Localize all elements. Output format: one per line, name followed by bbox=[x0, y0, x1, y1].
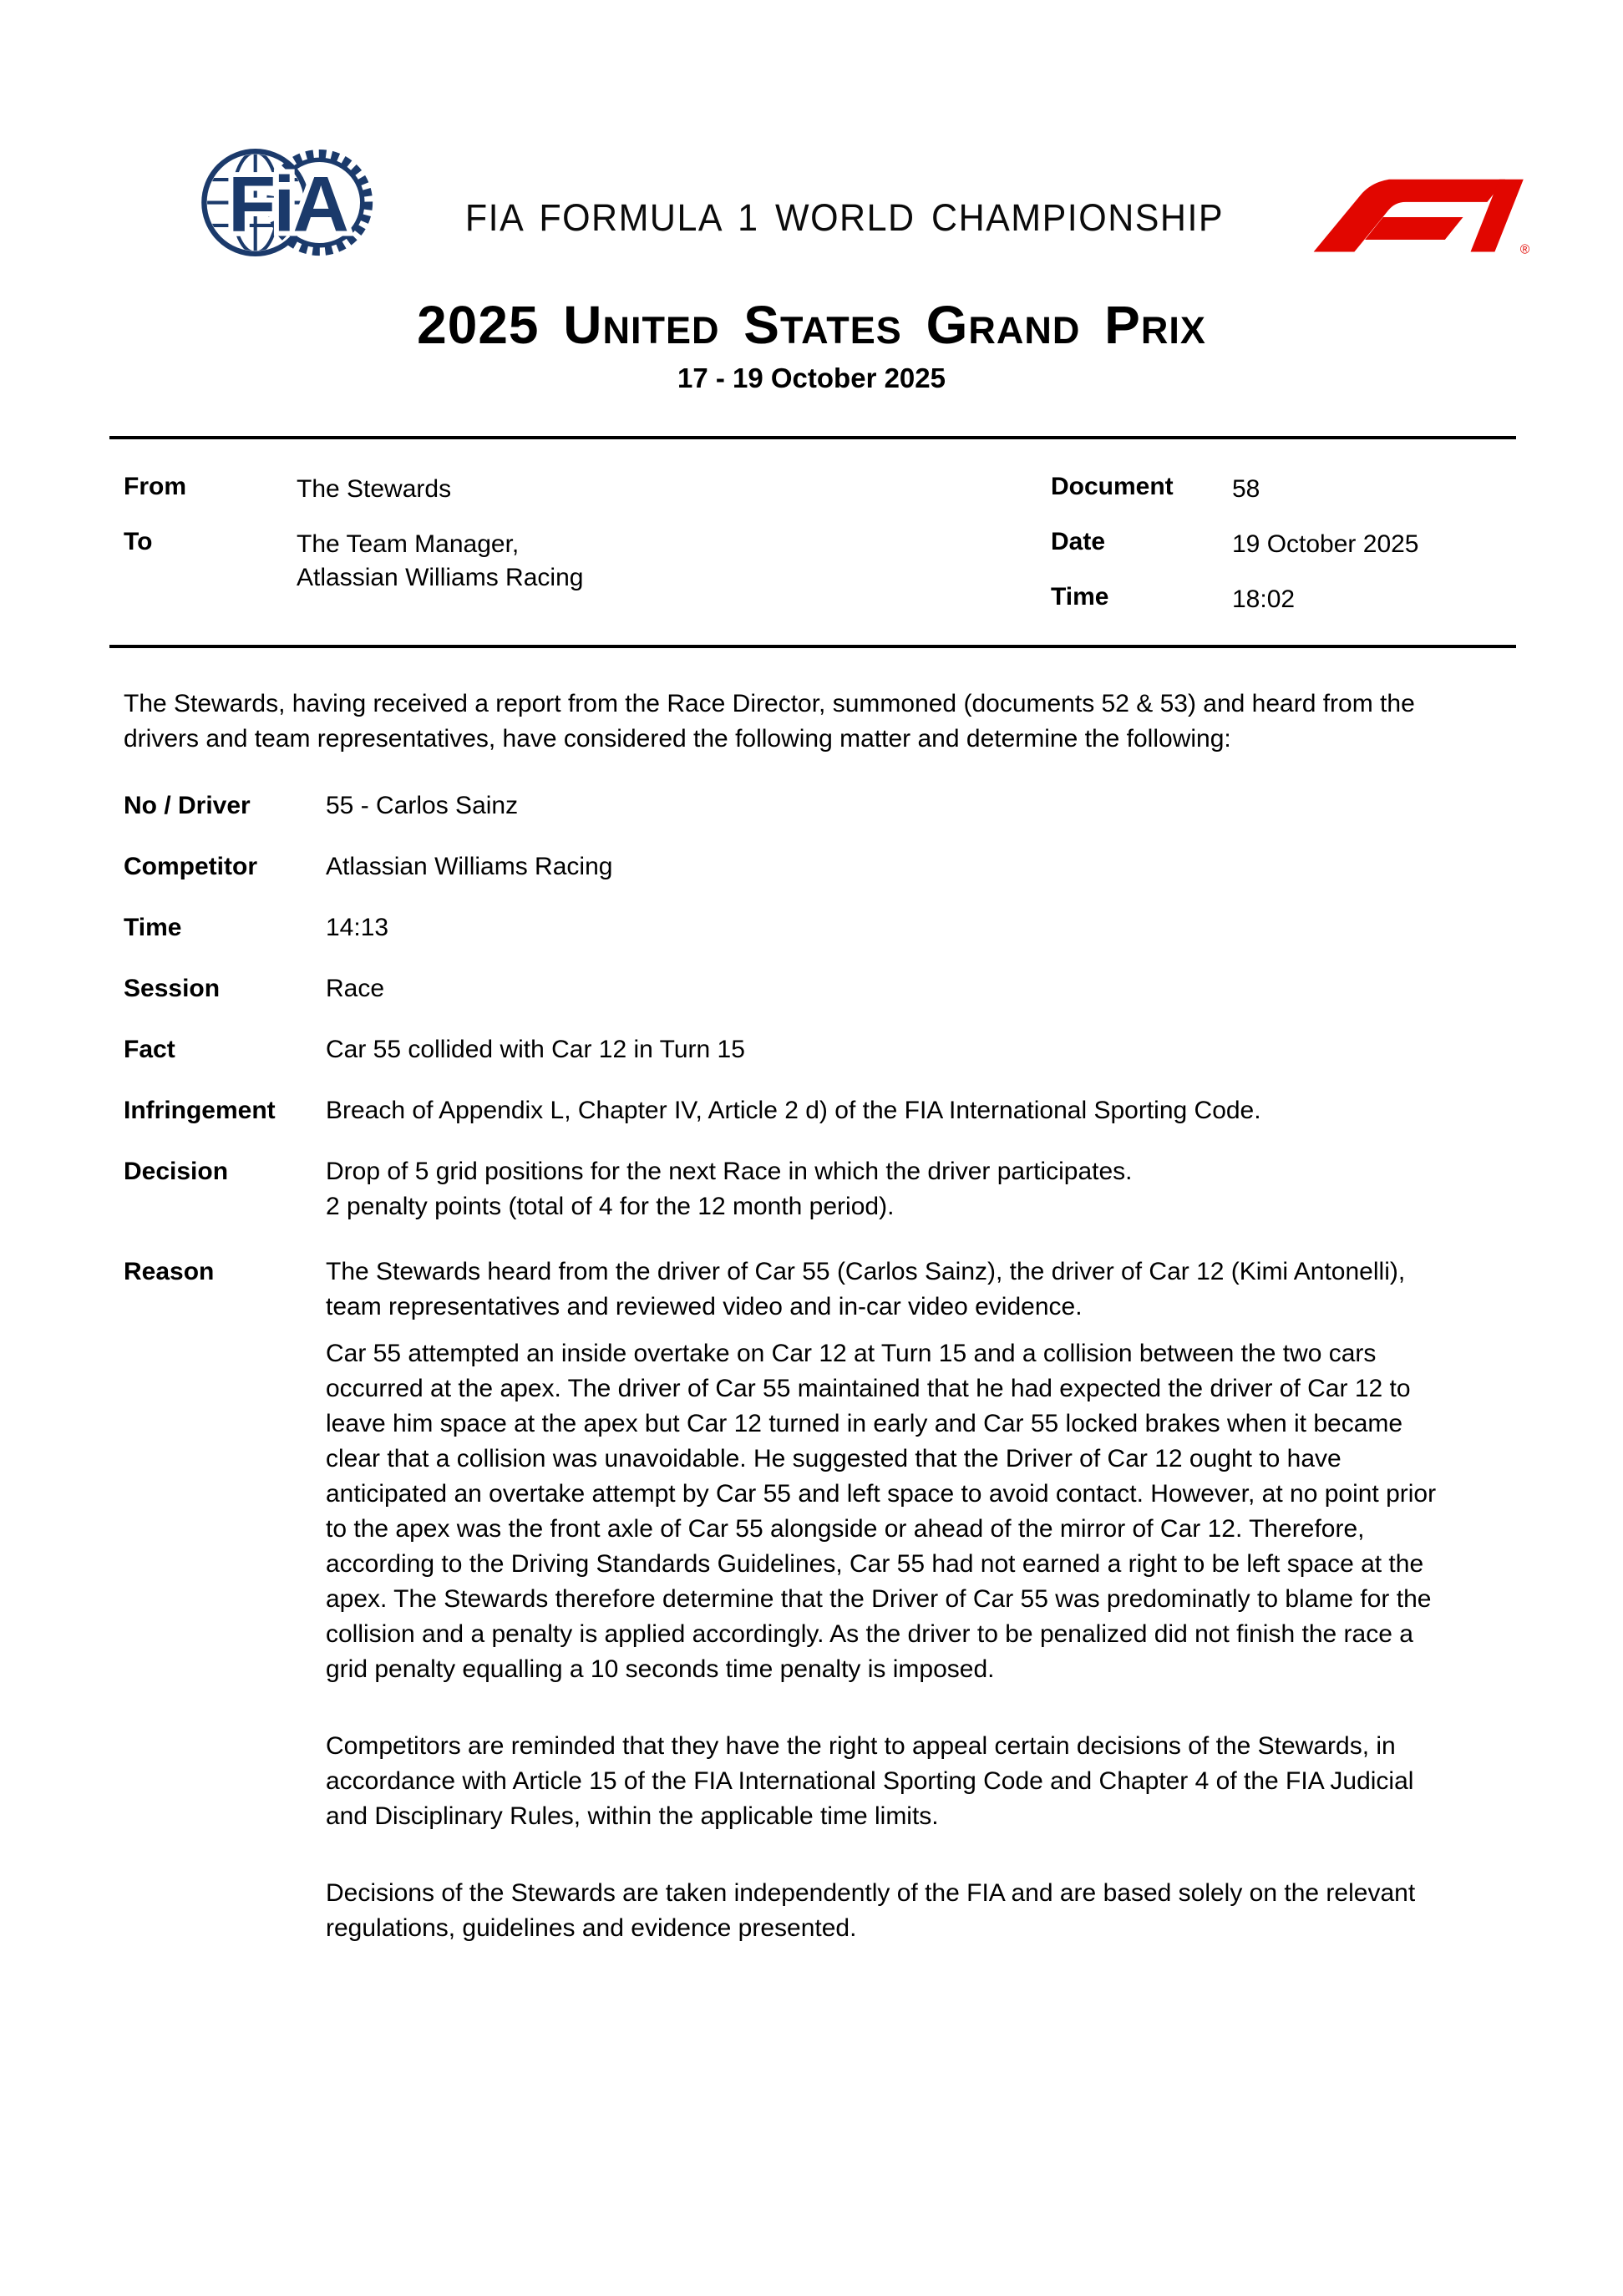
f1-logo bbox=[1311, 158, 1529, 260]
reason-paragraph-2: Car 55 attempted an inside overtake on Car 12 at Turn 15 and a collision between the two cars occurred at the apex. The driver of Car 55 maintained that he had expected the driver of Car 12 to leave him space at the apex but Car 12 turned in early and Car 55 locked brakes when it became clear that a collision was unavoidable. He suggested that the Driver of Car 12 ought to have anticipated an overtake attempt by Car 55 and left space to avoid contact. However, at no point prior to the apex was the front axle of Car 55 alongside or ahead of the mirror of Car 12. Therefore, according to the Driving Standards Guidelines, Car 55 had not earned a right to be left space at the apex. The Stewards therefore determine that the Driver of Car 55 was predominatly to blame for the collision and a penalty is applied accordingly. As the driver to be penalized did not finish the race a grid penalty equalling a 10 seconds time penalty is imposed. bbox=[326, 1340, 1437, 1683]
meta-row-to bbox=[124, 528, 1051, 595]
decision-fields bbox=[124, 788, 1623, 1946]
row-no-driver bbox=[124, 788, 1623, 824]
infringement-label: Infringement bbox=[124, 1097, 276, 1124]
from-label: From bbox=[124, 473, 186, 500]
meta-row-date bbox=[1051, 528, 1419, 561]
intro-paragraph: The Stewards, having received a report from the Race Director, summoned (documents 52 & 53) and heard from the drivers and team representatives, have considered the following matter and determine the following: bbox=[124, 690, 1415, 753]
to-value bbox=[297, 528, 583, 595]
title-block bbox=[0, 294, 1623, 394]
divider-top bbox=[109, 436, 1516, 439]
f1-registered-mark: ® bbox=[1519, 242, 1529, 257]
meta-table bbox=[124, 473, 1623, 616]
fia-logo bbox=[199, 124, 378, 282]
row-fact bbox=[124, 1032, 1623, 1067]
reason-label: Reason bbox=[124, 1258, 215, 1285]
meta-left-column bbox=[124, 473, 1051, 616]
page-title: 2025 United States Grand Prix bbox=[417, 295, 1206, 355]
time-field-value: 14:13 bbox=[326, 914, 389, 941]
to-label: To bbox=[124, 528, 153, 555]
row-session bbox=[124, 971, 1623, 1006]
row-independence-notice bbox=[124, 1876, 1623, 1946]
decision-line2: 2 penalty points (total of 4 for the 12 month period). bbox=[326, 1193, 895, 1220]
meta-row-from bbox=[124, 473, 1051, 506]
f1-logo-mark-icon bbox=[1314, 180, 1524, 252]
row-reason bbox=[124, 1254, 1623, 1687]
row-appeal-notice bbox=[124, 1729, 1623, 1834]
time-field-label: Time bbox=[124, 914, 182, 941]
row-time bbox=[124, 910, 1623, 945]
to-value-line2: Atlassian Williams Racing bbox=[297, 564, 584, 591]
time-label: Time bbox=[1051, 583, 1109, 611]
row-infringement bbox=[124, 1093, 1623, 1128]
event-dates: 17 - 19 October 2025 bbox=[677, 362, 946, 393]
time-value: 18:02 bbox=[1232, 585, 1296, 613]
decision-value bbox=[326, 1154, 1453, 1224]
document-label: Document bbox=[1051, 473, 1174, 500]
fact-value: Car 55 collided with Car 12 in Turn 15 bbox=[326, 1036, 745, 1063]
fia-logo-text: FiA bbox=[228, 160, 347, 248]
decision-label: Decision bbox=[124, 1158, 229, 1185]
independence-notice-paragraph: Decisions of the Stewards are taken independently of the FIA and are based solely on the relevant regulations, guidelines and evidence presented. bbox=[326, 1879, 1416, 1942]
row-competitor bbox=[124, 849, 1623, 884]
date-value: 19 October 2025 bbox=[1232, 530, 1419, 558]
decision-line1: Drop of 5 grid positions for the next Race in which the driver participates. bbox=[326, 1158, 1133, 1185]
competitor-value: Atlassian Williams Racing bbox=[326, 853, 613, 880]
fact-label: Fact bbox=[124, 1036, 175, 1063]
divider-middle bbox=[109, 645, 1516, 648]
document-header bbox=[0, 0, 1623, 282]
meta-right-column bbox=[1051, 473, 1419, 616]
reason-paragraph-1: The Stewards heard from the driver of Car 55 (Carlos Sainz), the driver of Car 12 (Kimi Antonelli), team representatives and reviewed video and in-car video evidence. bbox=[326, 1258, 1406, 1320]
reason-value bbox=[326, 1254, 1453, 1687]
to-value-line1: The Team Manager, bbox=[297, 530, 520, 558]
competitor-label: Competitor bbox=[124, 853, 257, 880]
championship-heading: FIA FORMULA 1 WORLD CHAMPIONSHIP bbox=[464, 196, 1225, 239]
meta-row-document bbox=[1051, 473, 1419, 506]
row-decision bbox=[124, 1154, 1623, 1224]
from-value: The Stewards bbox=[297, 475, 452, 503]
session-label: Session bbox=[124, 975, 221, 1002]
infringement-value: Breach of Appendix L, Chapter IV, Article 2 d) of the FIA International Sporting Code. bbox=[326, 1097, 1261, 1124]
appeal-notice-paragraph: Competitors are reminded that they have the right to appeal certain decisions of the Stewards, in accordance with Article 15 of the FIA International Sporting Code and Chapter 4 of the FIA Judicial and Disciplinary Rules, within the applicable time limits. bbox=[326, 1732, 1414, 1830]
document-value: 58 bbox=[1232, 475, 1260, 503]
no-driver-value: 55 - Carlos Sainz bbox=[326, 792, 519, 819]
session-value: Race bbox=[326, 975, 385, 1002]
independence-notice-spacer bbox=[124, 1876, 326, 1946]
date-label: Date bbox=[1051, 528, 1106, 555]
appeal-notice-spacer bbox=[124, 1729, 326, 1834]
meta-row-time bbox=[1051, 583, 1419, 616]
no-driver-label: No / Driver bbox=[124, 792, 251, 819]
